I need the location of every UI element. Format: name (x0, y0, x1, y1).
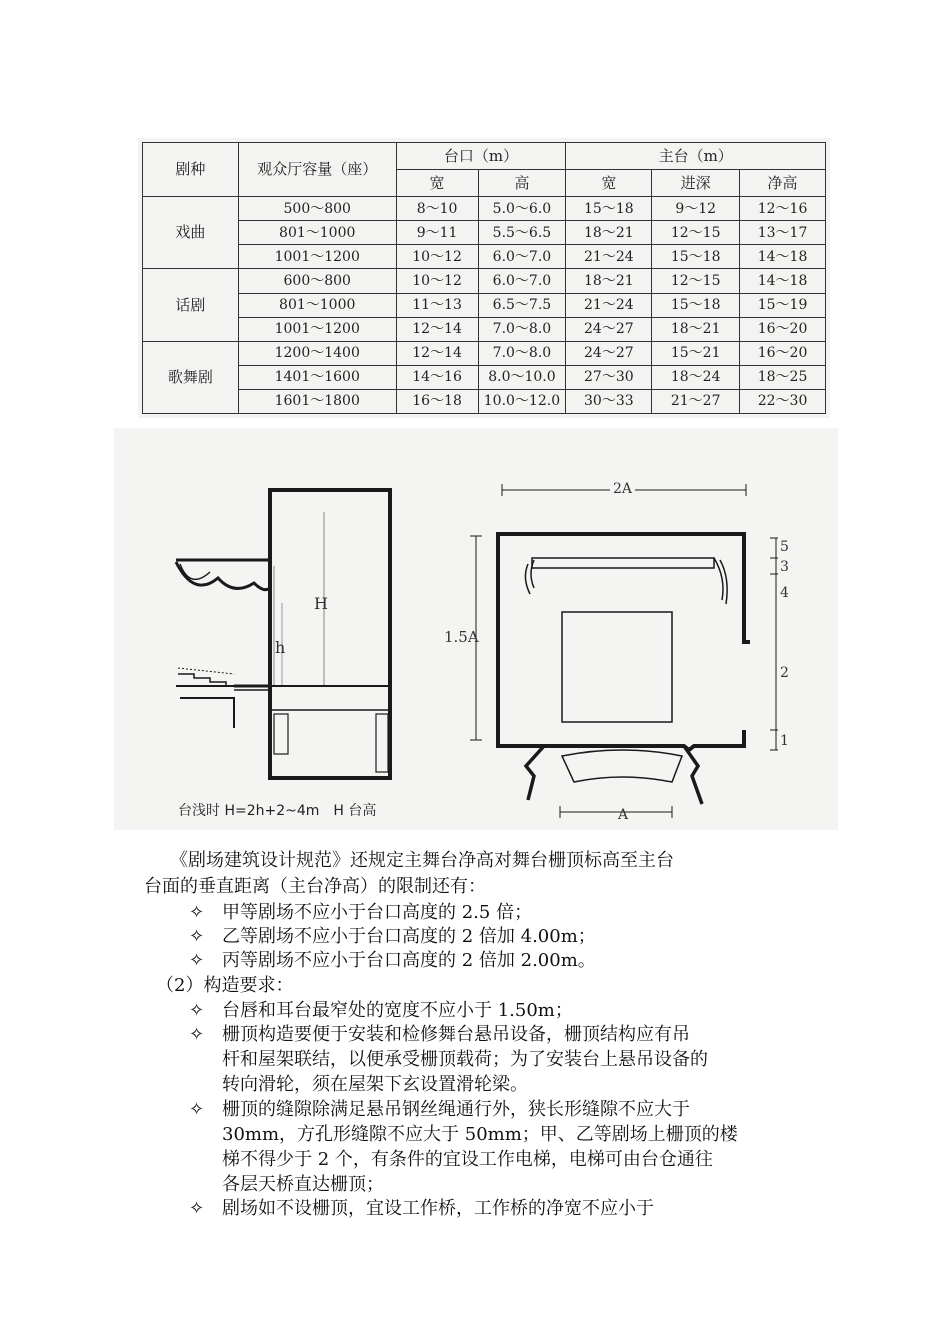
diamond-bullet-icon: ✧ (189, 1000, 205, 1021)
table-row (143, 365, 826, 389)
table-cell: 21～27 (652, 389, 740, 413)
table-cell: 18～25 (740, 365, 826, 389)
bullet-item-line: 剧场如不设栅顶，宜设工作桥，工作桥的净宽不应小于 (222, 1198, 654, 1219)
table-cell: 7.0～8.0 (478, 317, 566, 341)
diamond-bullet-icon: ✧ (189, 1099, 205, 1120)
table-cell: 15～19 (740, 293, 826, 317)
diamond-bullet-icon: ✧ (189, 902, 205, 923)
table-cell: 12～15 (652, 221, 740, 245)
paragraph-line: 《剧场建筑设计规范》还规定主舞台净高对舞台栅顶标高至主台 (170, 850, 674, 871)
bullet-item-line: 梯不得少于 2 个，有条件的宜设工作电梯，电梯可由台仓通往 (222, 1149, 713, 1170)
zone-3-label: 3 (780, 559, 789, 575)
table-row (143, 221, 826, 245)
table-cell: 1001～1200 (238, 317, 396, 341)
table-cell: 18～21 (566, 269, 652, 293)
plan-A-label: A (618, 807, 629, 823)
table-cell: 14～16 (396, 365, 478, 389)
bullet-item-line: 杆和屋架联结，以便承受栅顶载荷；为了安装台上悬吊设备的 (222, 1049, 708, 1070)
table-cell: 801～1000 (238, 293, 396, 317)
diamond-bullet-icon: ✧ (189, 1198, 205, 1219)
table-row (143, 269, 826, 293)
table-row (143, 197, 826, 221)
bullet-item-line: 各层天桥直达栅顶； (222, 1174, 384, 1195)
bullet-item: 丙等剧场不应小于台口高度的 2 倍加 2.00m。 (222, 950, 596, 971)
bullet-item-line: 30mm，方孔形缝隙不应大于 50mm；甲、乙等剧场上栅顶的楼 (222, 1124, 738, 1145)
stage-dimension-table (142, 142, 826, 414)
table-cell: 13～17 (740, 221, 826, 245)
table-cell: 6.0～7.0 (478, 245, 566, 269)
header-main-stage: 主台（m） (566, 143, 826, 170)
genre-cell: 歌舞剧 (143, 341, 239, 413)
table-cell: 5.0～6.0 (478, 197, 566, 221)
table-cell: 1401～1600 (238, 365, 396, 389)
table-cell: 14～18 (740, 245, 826, 269)
table-cell: 6.0～7.0 (478, 269, 566, 293)
diamond-bullet-icon: ✧ (189, 1024, 205, 1045)
table-cell: 12～14 (396, 317, 478, 341)
table-cell: 801～1000 (238, 221, 396, 245)
section-h-label: h (275, 638, 286, 657)
table-cell: 21～24 (566, 293, 652, 317)
zone-5-label: 5 (780, 539, 789, 555)
table-cell: 15～18 (566, 197, 652, 221)
table-cell: 16～20 (740, 317, 826, 341)
table-cell: 24～27 (566, 317, 652, 341)
bullet-item-line: 转向滑轮，须在屋架下玄设置滑轮梁。 (222, 1074, 528, 1095)
table-row (143, 245, 826, 269)
table-cell: 22～30 (740, 389, 826, 413)
table-cell: 6.5～7.5 (478, 293, 566, 317)
stage-plan-drawing (470, 484, 778, 818)
table-cell: 15～21 (652, 341, 740, 365)
genre-cell: 话剧 (143, 269, 239, 341)
table-cell: 1200～1400 (238, 341, 396, 365)
table-cell: 1601～1800 (238, 389, 396, 413)
table-cell: 600～800 (238, 269, 396, 293)
genre-cell: 戏曲 (143, 197, 239, 269)
zone-2-label: 2 (780, 665, 789, 681)
figure-caption: 台浅时 H=2h+2~4m H 台高 (178, 803, 377, 819)
table-cell: 9～11 (396, 221, 478, 245)
table-cell: 500～800 (238, 197, 396, 221)
table-row (143, 293, 826, 317)
table-cell: 12～14 (396, 341, 478, 365)
table-row (143, 389, 826, 413)
header-main-width: 宽 (566, 170, 652, 197)
table-cell: 8～10 (396, 197, 478, 221)
stage-diagram-figure (114, 428, 838, 830)
table-cell: 12～16 (740, 197, 826, 221)
table-cell: 18～24 (652, 365, 740, 389)
table-cell: 10～12 (396, 269, 478, 293)
table-cell: 9～12 (652, 197, 740, 221)
bullet-item-line: 栅顶构造要便于安装和检修舞台悬吊设备，栅顶结构应有吊 (222, 1024, 690, 1045)
table-cell: 5.5～6.5 (478, 221, 566, 245)
table-cell: 11～13 (396, 293, 478, 317)
table-cell: 16～20 (740, 341, 826, 365)
table-cell: 18～21 (652, 317, 740, 341)
table-cell: 12～15 (652, 269, 740, 293)
table-cell: 14～18 (740, 269, 826, 293)
bullet-item: 台唇和耳台最窄处的宽度不应小于 1.50m； (222, 1000, 573, 1021)
table-cell: 16～18 (396, 389, 478, 413)
table-cell: 21～24 (566, 245, 652, 269)
table-cell: 15～18 (652, 293, 740, 317)
zone-1-label: 1 (780, 733, 789, 749)
header-main-clear-height: 净高 (740, 170, 826, 197)
table-cell: 30～33 (566, 389, 652, 413)
bullet-item: 甲等剧场不应小于台口高度的 2.5 倍； (222, 902, 533, 923)
zone-4-label: 4 (780, 585, 789, 601)
stage-section-drawing (176, 490, 390, 778)
bullet-item-line: 栅顶的缝隙除满足悬吊钢丝绳通行外，狭长形缝隙不应大于 (222, 1099, 690, 1120)
diamond-bullet-icon: ✧ (189, 926, 205, 947)
header-genre: 剧种 (143, 143, 239, 197)
table-row (143, 317, 826, 341)
header-proscenium-height: 高 (478, 170, 566, 197)
header-proscenium: 台口（m） (396, 143, 566, 170)
table-cell: 27～30 (566, 365, 652, 389)
stage-dimension-table-scan (138, 138, 830, 418)
table-row (143, 341, 826, 365)
table-cell: 10～12 (396, 245, 478, 269)
plan-2A-label: 2A (610, 482, 635, 496)
diamond-bullet-icon: ✧ (189, 950, 205, 971)
header-main-depth: 进深 (652, 170, 740, 197)
table-cell: 10.0～12.0 (478, 389, 566, 413)
table-cell: 7.0～8.0 (478, 341, 566, 365)
table-cell: 24～27 (566, 341, 652, 365)
section-H-label: H (314, 594, 328, 613)
paragraph-line: 台面的垂直距离（主台净高）的限制还有： (144, 876, 486, 897)
table-cell: 8.0～10.0 (478, 365, 566, 389)
table-cell: 18～21 (566, 221, 652, 245)
header-proscenium-width: 宽 (396, 170, 478, 197)
bullet-item: 乙等剧场不应小于台口高度的 2 倍加 4.00m； (222, 926, 596, 947)
section-heading: （2）构造要求： (156, 975, 294, 996)
header-capacity: 观众厅容量（座） (238, 143, 396, 197)
table-cell: 1001～1200 (238, 245, 396, 269)
table-cell: 15～18 (652, 245, 740, 269)
plan-1.5A-label: 1.5A (444, 628, 479, 646)
